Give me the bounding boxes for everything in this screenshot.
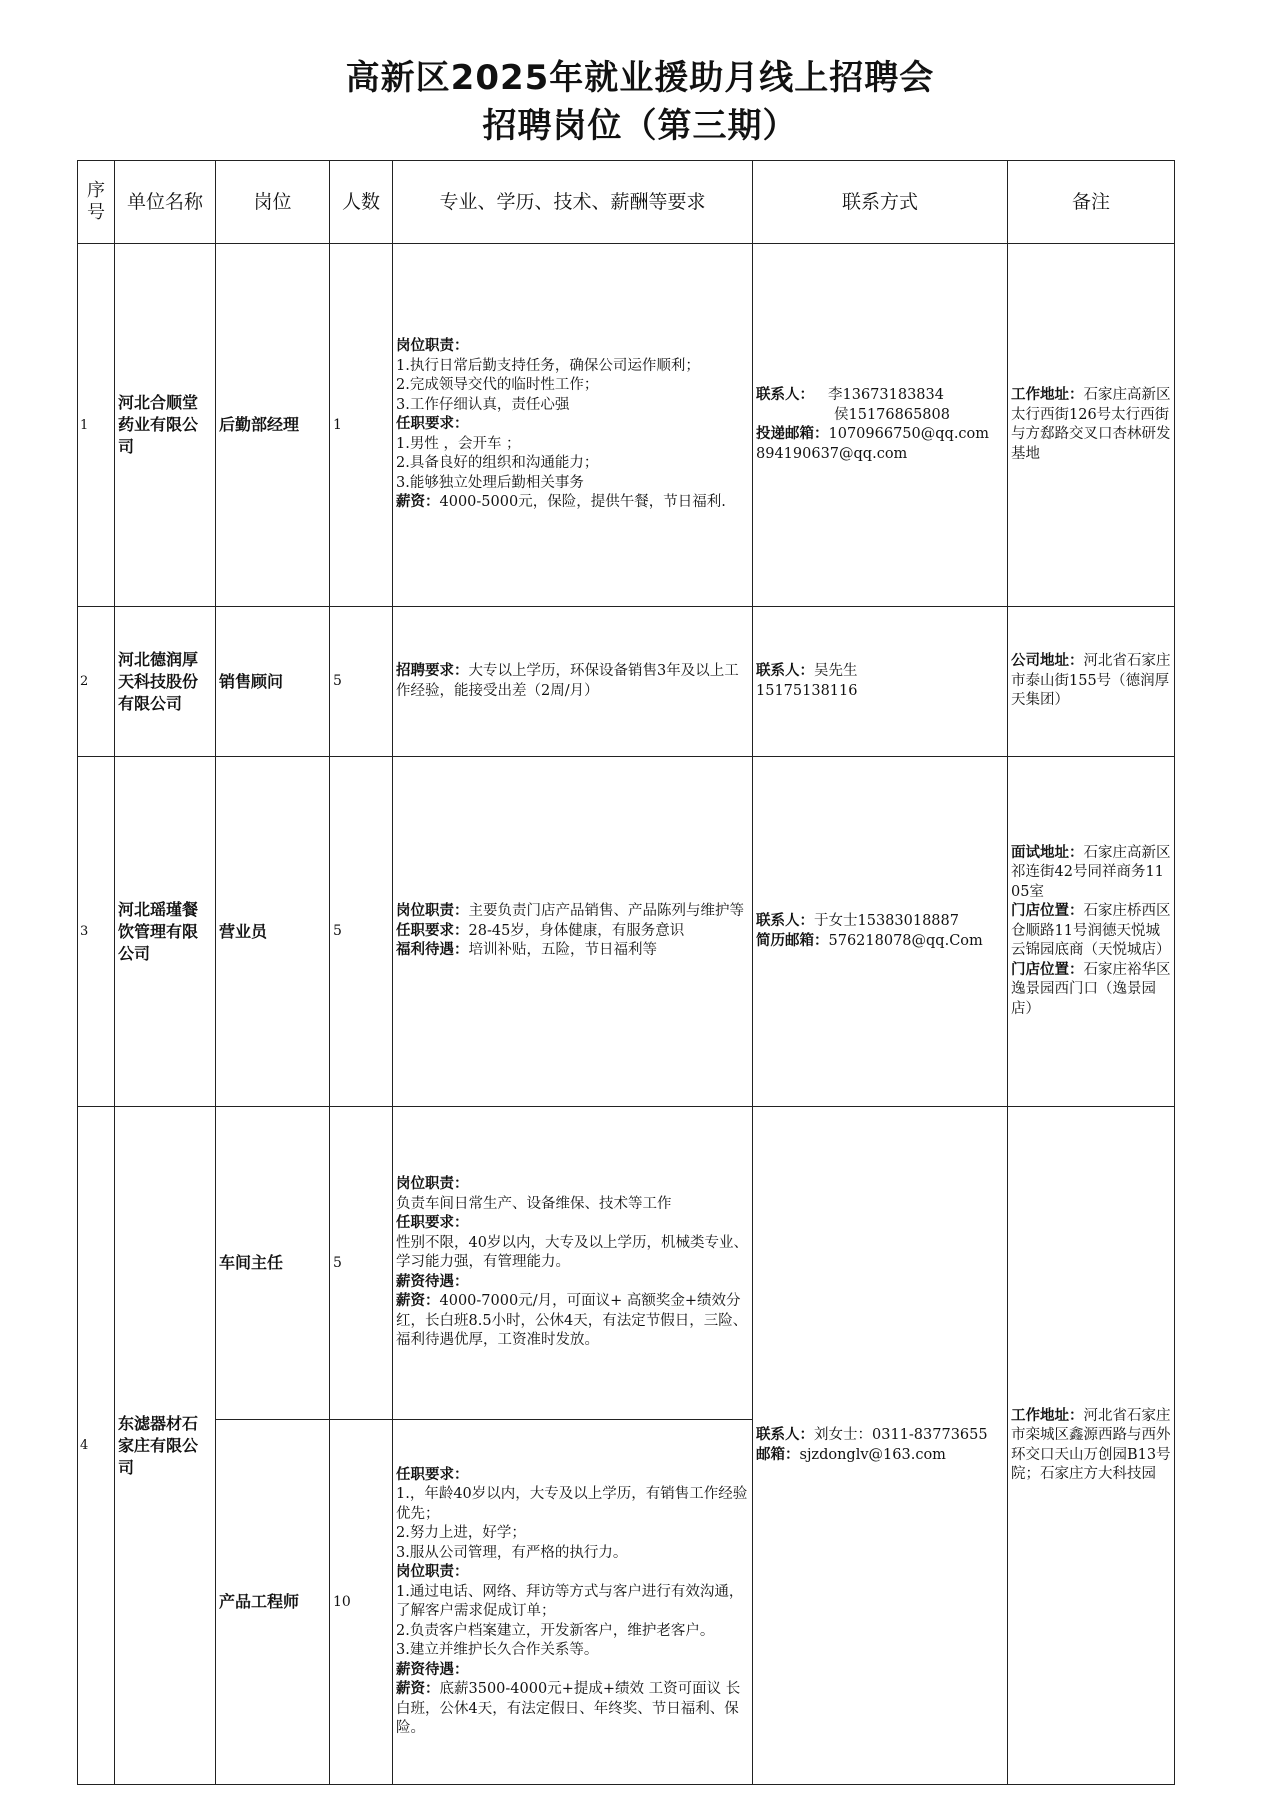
req-line: 2.完成领导交代的临时性工作； (396, 377, 599, 394)
req-label: 任职要求： (396, 1215, 469, 1232)
contact-label: 邮箱： (756, 1446, 800, 1463)
contact-phone: 刘女士：0311-83773655 (814, 1427, 988, 1443)
row-no: 4 (78, 1107, 115, 1785)
head-count: 5 (330, 757, 393, 1107)
note-value: 石家庄裕华区逸景园西门口（逸景园店） (1011, 961, 1171, 1017)
note-value: 河北省石家庄市栾城区鑫源西路与西外环交口天山万创园B13号院；石家庄方大科技园 (1011, 1407, 1171, 1482)
req-label: 薪资待遇： (396, 1661, 469, 1678)
remarks (1008, 1107, 1175, 1785)
position-name: 后勤部经理 (216, 244, 330, 607)
contact-label: 联系人： (756, 913, 814, 929)
company-name: 东滤器材石家庄有限公司 (115, 1107, 216, 1785)
req-label: 任职要求： (396, 1466, 469, 1483)
req-line: 3.能够独立处理后勤相关事务 (396, 474, 584, 491)
remarks (1008, 244, 1175, 607)
company-name: 河北合顺堂药业有限公司 (115, 244, 216, 607)
requirements (393, 244, 753, 607)
contact-email: sjzdonglv@163.com (799, 1446, 946, 1463)
head-count: 5 (330, 607, 393, 757)
position-name: 销售顾问 (216, 607, 330, 757)
req-label: 岗位职责： (396, 338, 469, 355)
contact-info (753, 757, 1008, 1107)
contact-email: 1070966750@qq.com (828, 426, 990, 442)
contact-label: 联系人： (756, 387, 814, 403)
req-line: 1.男性 ，会开车 ； (396, 435, 521, 452)
note-value: 河北省石家庄市泰山街155号（德润厚天集团） (1011, 653, 1171, 709)
note-label: 面试地址： (1011, 844, 1084, 861)
contact-email: 894190637@qq.com (756, 445, 908, 462)
req-line: 28-45岁，身体健康，有服务意识 (468, 922, 685, 939)
req-label: 薪资： (396, 1681, 440, 1697)
note-label: 门店位置： (1011, 903, 1084, 920)
contact-phone: 侯15176865808 (834, 406, 950, 423)
contact-label: 联系人： (756, 1427, 814, 1443)
note-label: 门店位置： (1011, 961, 1084, 978)
req-line: 4000-7000元/月，可面议+ 高额奖金+绩效分红，长白班8.5小时，公休4天，有法定节假日，三险、福利待遇优厚，工资准时发放。 (396, 1293, 748, 1349)
req-line: 大专以上学历，环保设备销售3年及以上工作经验，能接受出差（2周/月） (396, 663, 739, 699)
req-label: 岗位职责： (396, 1176, 469, 1193)
requirements (393, 607, 753, 757)
row-no: 3 (78, 757, 115, 1107)
header-count: 人数 (330, 161, 393, 244)
note-value: 石家庄桥西区仓顺路11号润德天悦城云锦园底商（天悦城店） (1011, 903, 1171, 959)
req-line: 3.服从公司管理，有严格的执行力。 (396, 1544, 628, 1561)
requirements (393, 1107, 753, 1420)
note-value: 石家庄高新区祁连街42号同祥商务1105室 (1011, 844, 1171, 900)
req-label: 薪资： (396, 1293, 440, 1310)
req-line: 4000-5000元，保险，提供午餐，节日福利. (439, 494, 726, 511)
header-remarks: 备注 (1008, 161, 1175, 244)
req-line: 3.建立并维护长久合作关系等。 (396, 1642, 599, 1658)
req-label: 薪资待遇： (396, 1273, 469, 1290)
req-label: 任职要求： (396, 416, 469, 433)
contact-label: 投递邮箱： (756, 426, 829, 442)
contact-info (753, 607, 1008, 757)
req-line: 培训补贴，五险，节日福利等 (468, 942, 657, 959)
req-line: 性别不限，40岁以内，大专及以上学历，机械类专业、学习能力强，有管理能力。 (396, 1234, 748, 1271)
head-count: 10 (330, 1420, 393, 1785)
req-label: 福利待遇： (396, 942, 469, 959)
contact-info (753, 1107, 1008, 1785)
contact-name: 吴先生 (814, 663, 858, 679)
req-line: 负责车间日常生产、设备维保、技术等工作 (396, 1195, 672, 1212)
note-label: 工作地址： (1011, 387, 1084, 403)
page-subtitle: 招聘岗位（第三期） (482, 106, 798, 146)
position-name: 车间主任 (216, 1107, 330, 1420)
header-company: 单位名称 (115, 161, 216, 244)
req-line: 2.努力上进，好学； (396, 1525, 526, 1541)
req-label: 岗位职责： (396, 1564, 469, 1580)
company-name: 河北瑶瑾餐饮管理有限公司 (115, 757, 216, 1107)
req-line: 主要负责门店产品销售、产品陈列与维护等 (468, 903, 744, 920)
req-label: 薪资： (396, 494, 440, 511)
requirements (393, 1420, 753, 1785)
contact-email: 576218078@qq.Com (828, 932, 983, 949)
contact-phone: 于女士15383018887 (814, 913, 959, 929)
position-name: 营业员 (216, 757, 330, 1107)
req-label: 任职要求： (396, 922, 469, 939)
req-line: 1.执行日常后勤支持任务，确保公司运作顺利； (396, 357, 700, 374)
row-no: 1 (78, 244, 115, 607)
req-line: 1.通过电话、网络、拜访等方式与客户进行有效沟通，了解客户需求促成订单； (396, 1583, 744, 1619)
table-row (78, 607, 1175, 757)
position-name: 产品工程师 (216, 1420, 330, 1785)
remarks (1008, 607, 1175, 757)
header-no: 序号 (78, 161, 115, 244)
note-value: 石家庄高新区太行西街126号太行西街与方郄路交叉口杏林研发基地 (1011, 387, 1171, 462)
req-line: 2.具备良好的组织和沟通能力； (396, 455, 599, 472)
table-header-row (78, 161, 1175, 244)
req-line: 2.负责客户档案建立，开发新客户，维护老客户。 (396, 1622, 715, 1639)
req-label: 岗位职责： (396, 903, 469, 920)
head-count: 1 (330, 244, 393, 607)
contact-phone: 李13673183834 (828, 387, 944, 403)
page-title: 高新区2025年就业援助月线上招聘会 (345, 58, 935, 98)
company-name: 河北德润厚天科技股份有限公司 (115, 607, 216, 757)
table-row (78, 244, 1175, 607)
requirements (393, 757, 753, 1107)
note-label: 工作地址： (1011, 1407, 1084, 1424)
header-contact: 联系方式 (753, 161, 1008, 244)
note-label: 公司地址： (1011, 653, 1084, 670)
req-line: 3.工作仔细认真，责任心强 (396, 396, 570, 413)
row-no: 2 (78, 607, 115, 757)
head-count: 5 (330, 1107, 393, 1420)
table-row (78, 1107, 1175, 1420)
contact-label: 联系人： (756, 663, 814, 679)
req-line: 1.，年龄40岁以内，大专及以上学历，有销售工作经验优先； (396, 1486, 748, 1522)
table-row (78, 757, 1175, 1107)
remarks (1008, 757, 1175, 1107)
jobs-table (77, 160, 1175, 1785)
header-requirements: 专业、学历、技术、薪酬等要求 (393, 161, 753, 244)
contact-label: 简历邮箱： (756, 932, 829, 949)
req-line: 底薪3500-4000元+提成+绩效 工资可面议 长白班，公休4天，有法定假日、年终奖、节日福利、保险。 (396, 1681, 741, 1736)
req-label: 招聘要求： (396, 663, 469, 679)
contact-phone: 15175138116 (756, 682, 858, 699)
header-position: 岗位 (216, 161, 330, 244)
contact-info (753, 244, 1008, 607)
